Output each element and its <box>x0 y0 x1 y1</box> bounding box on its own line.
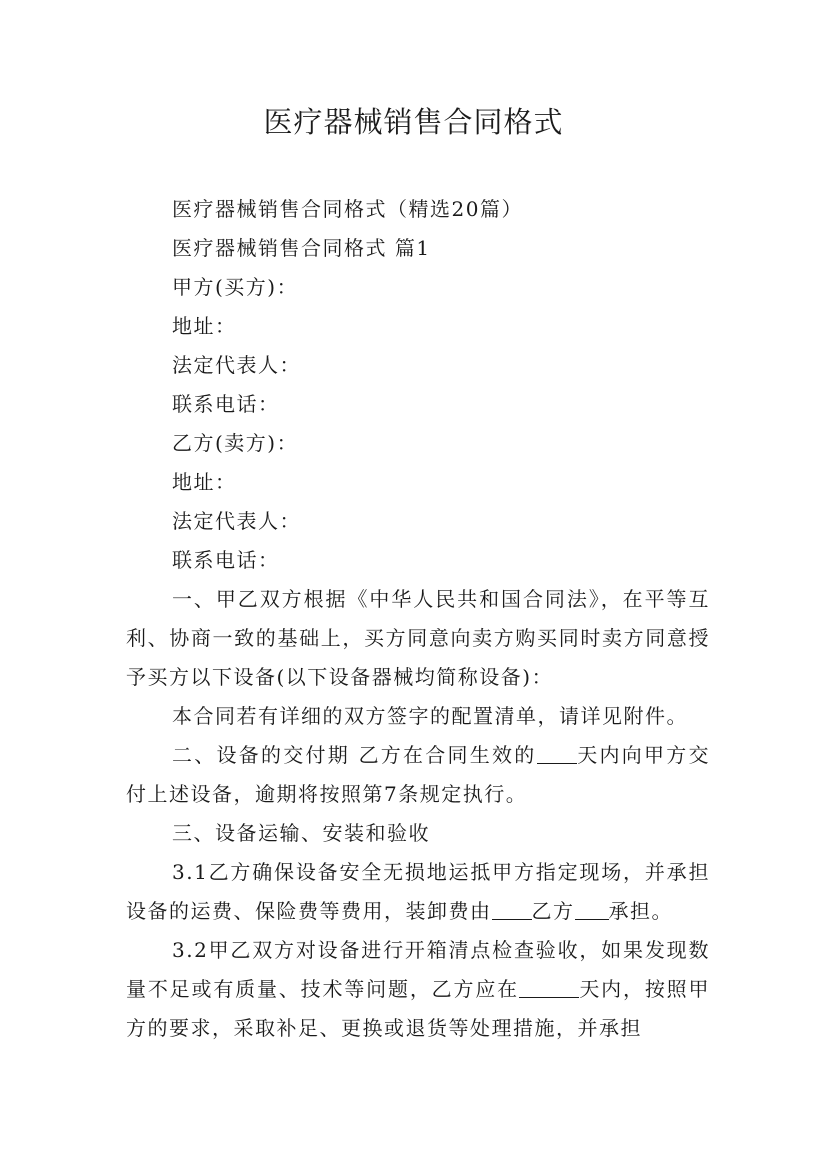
paragraph <box>126 931 710 1048</box>
paragraph: 联系电话： <box>172 392 280 416</box>
paragraph: 联系电话： <box>172 548 280 572</box>
paragraph: 地址： <box>172 470 237 494</box>
paragraph: 地址： <box>172 314 237 338</box>
paragraph <box>126 853 710 931</box>
paragraph: 医疗器械销售合同格式 篇1 <box>172 236 431 260</box>
paragraph-text: 3.1乙方确保设备安全无损地运抵甲方指定现场，并承担设备的运费、保险费等费用，装卸费由 <box>126 860 710 923</box>
blank-line <box>519 977 579 998</box>
paragraph: 一、甲乙双方根据《中华人民共和国合同法》，在平等互利、协商一致的基础上，买方同意向卖方购买同时卖方同意授予买方以下设备(以下设备器械均简称设备)： <box>126 587 710 689</box>
paragraph-text: 承担。 <box>608 899 673 923</box>
paragraph-text: 天内，按照甲方的要求，采取补足、更换或退货等处理措施，并承担 <box>126 977 710 1040</box>
paragraph: 医疗器械销售合同格式（精选20篇） <box>172 197 523 221</box>
paragraph: 法定代表人： <box>172 509 301 533</box>
paragraph-text: 乙方 <box>531 899 575 923</box>
paragraph: 三、设备运输、安装和验收 <box>172 821 430 845</box>
document-body <box>126 190 710 1048</box>
paragraph: 本合同若有详细的双方签字的配置清单，请详见附件。 <box>172 704 688 728</box>
paragraph: 甲方(买方)： <box>172 275 299 299</box>
paragraph <box>126 736 710 814</box>
paragraph-text: 3.2甲乙双方对设备进行开箱清点检查验收，如果发现数量不足或有质量、技术等问题，乙方应在 <box>126 938 710 1001</box>
blank-line <box>492 899 532 920</box>
blank-line <box>537 743 577 764</box>
paragraph: 乙方(卖方)： <box>172 431 299 455</box>
paragraph: 法定代表人： <box>172 353 301 377</box>
paragraph-text: 二、设备的交付期 乙方在合同生效的 <box>172 743 537 767</box>
blank-line <box>575 899 609 920</box>
paragraph-text: 天内向甲方交付上述设备，逾期将按照第7条规定执行。 <box>126 743 711 806</box>
document-title: 医疗器械销售合同格式 <box>263 105 564 139</box>
